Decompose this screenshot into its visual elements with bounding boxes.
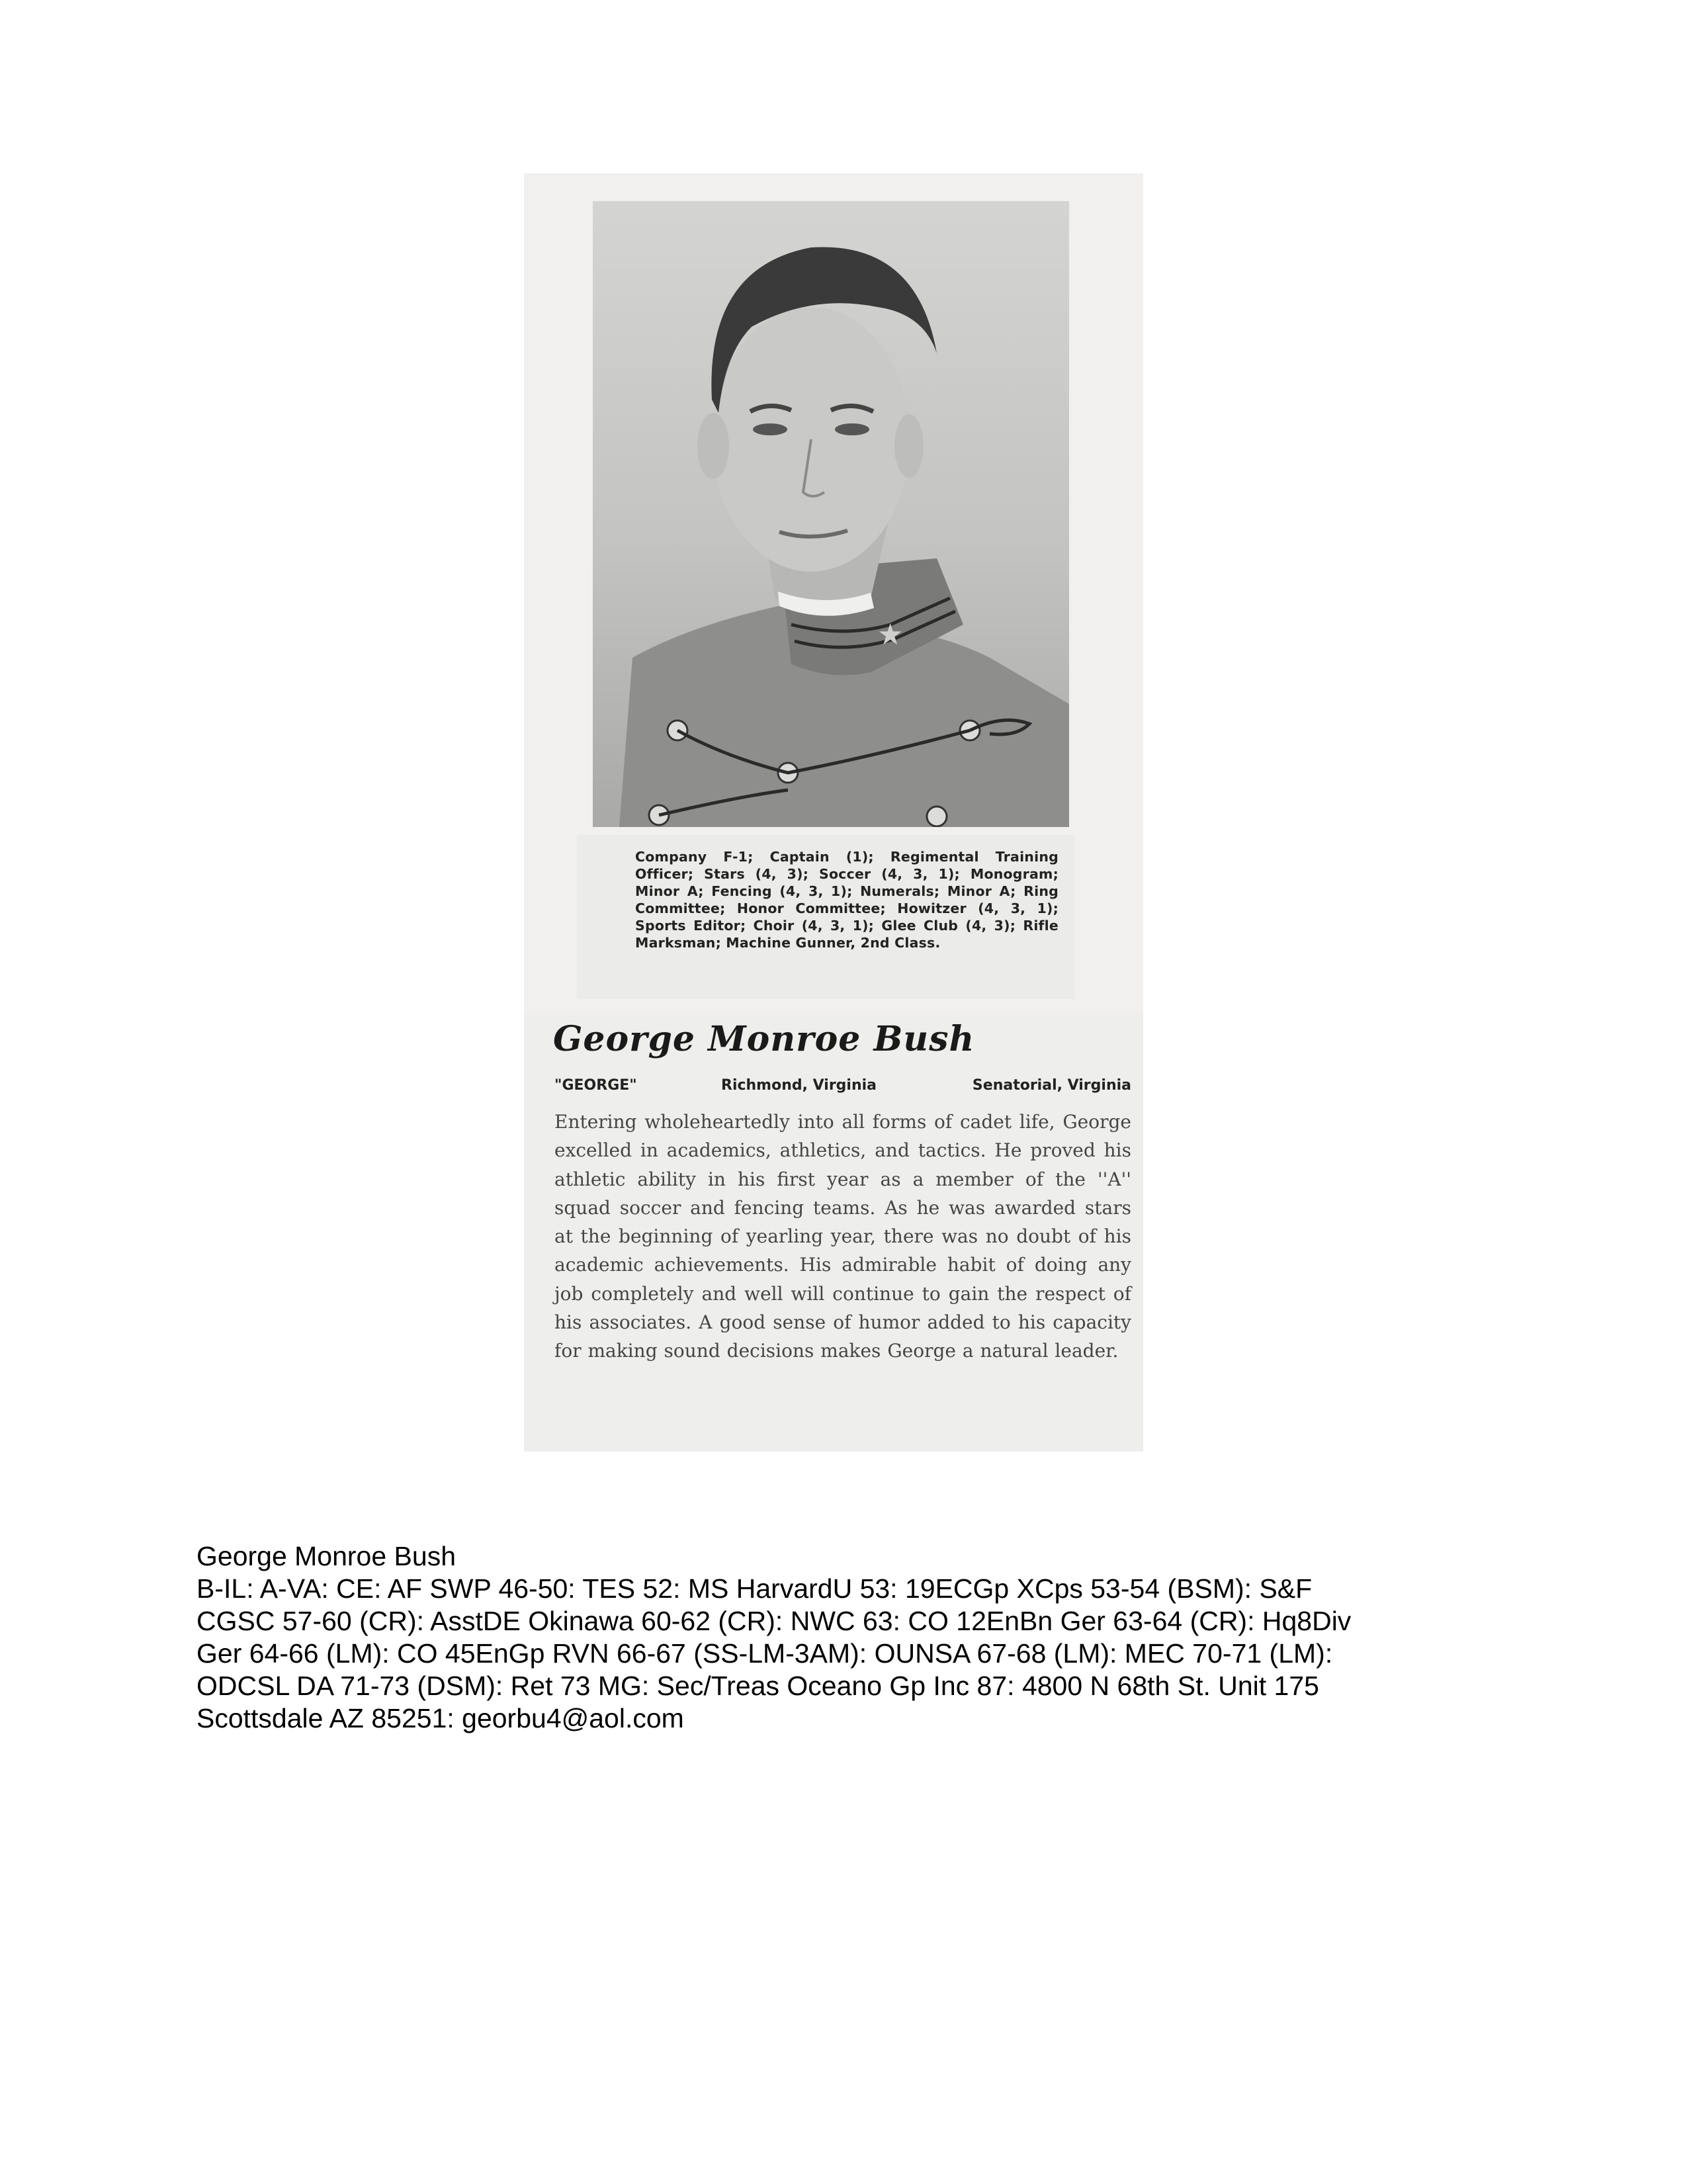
cadet-name-heading: George Monroe Bush (553, 1019, 975, 1059)
nickname: "GEORGE" (554, 1077, 637, 1094)
hometown: Richmond, Virginia (721, 1077, 877, 1094)
activities-list: Company F-1; Captain (1); Regimental Training Officer; Stars (4, 3); Soccer (4, 3, 1); Monogram; Minor A; Fencing (4, 3, 1); Numerals; Minor A; Ring Committee; Honor Committee; Howitzer (4, 3, 1); Sports Editor; Choir (4, 3, 1); Glee Club (4, 3); Rifle Marksman; Machine Gunner, 2nd Class. (635, 849, 1059, 951)
collar-star-icon: ★ (877, 618, 904, 652)
record-line: Scottsdale AZ 85251: georbu4@aol.com (196, 1703, 684, 1733)
yearbook-scan (524, 173, 1143, 1452)
record-line: Ger 64-66 (LM): CO 45EnGp RVN 66-67 (SS-LM-3AM): OUNSA 67-68 (LM): MEC 70-71 (LM): (196, 1638, 1333, 1669)
record-line: ODCSL DA 71-73 (DSM): Ret 73 MG: Sec/Treas Oceano Gp Inc 87: 4800 N 68th St. Unit 175 (196, 1671, 1319, 1701)
appointment: Senatorial, Virginia (972, 1077, 1131, 1094)
record-name: George Monroe Bush (196, 1541, 456, 1571)
portrait-illustration (593, 201, 1069, 827)
cadet-portrait-photo (593, 201, 1069, 827)
uniform-button (668, 721, 687, 740)
uniform-button (927, 807, 947, 826)
service-record (196, 1540, 1520, 1735)
biography-text: Entering wholeheartedly into all forms of cadet life, George excelled in academics, athletics, and tactics. He proved his athletic ability in his first year as a member of the ''A'' squad soccer and fencing teams. As he was awarded stars at the beginning of yearling year, there was no doubt of his academic achievements. His admirable habit of doing any job completely and well will continue to gain the respect of his associates. A good sense of humor added to his capacity for making sound decisions makes George a natural leader. (554, 1111, 1131, 1362)
record-line: B-IL: A-VA: CE: AF SWP 46-50: TES 52: MS HarvardU 53: 19ECGp XCps 53-54 (BSM): S&F (196, 1573, 1313, 1604)
record-line: CGSC 57-60 (CR): AsstDE Okinawa 60-62 (CR): NWC 63: CO 12EnBn Ger 63-64 (CR): Hq8Div (196, 1606, 1352, 1636)
